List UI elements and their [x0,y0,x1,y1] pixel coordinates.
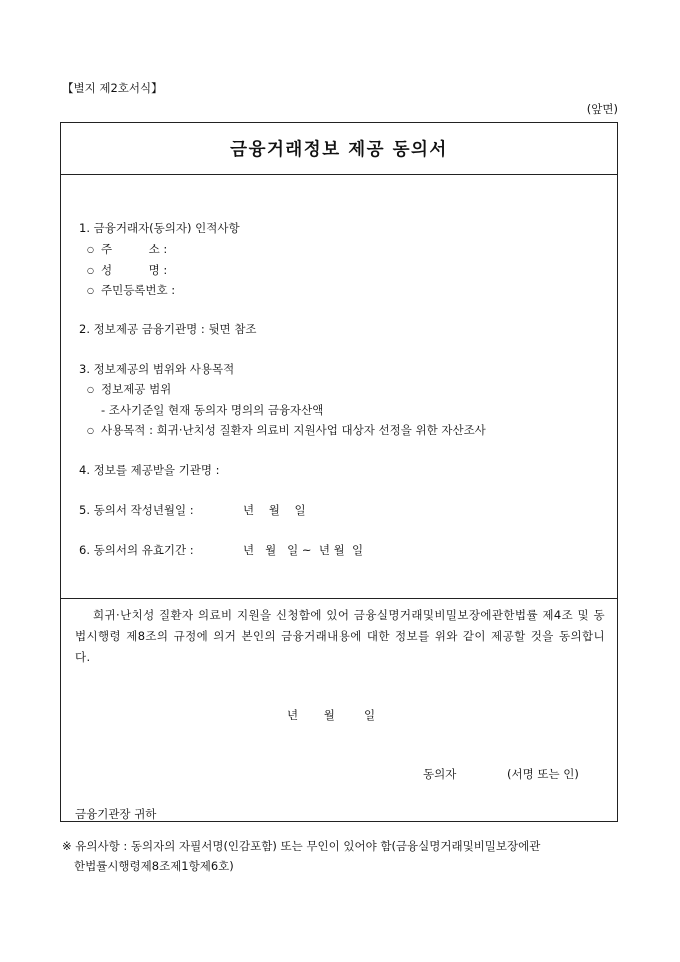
signer-label: 동의자 [423,767,457,781]
purpose-text: 사용목적 : 희귀·난치성 질환자 의료비 지원사업 대상자 선정을 위한 자산조사 [100,423,486,437]
purpose-item [87,422,486,438]
name-label: 성 명 : [100,263,168,277]
consent-form-frame [60,122,618,822]
address-field[interactable] [87,241,167,257]
resident-number-field[interactable] [87,282,175,298]
address-label: 주 소 : [100,242,168,256]
name-field[interactable] [87,262,167,278]
notice [62,836,540,876]
signature-area[interactable]: (서명 또는 인) [507,767,579,781]
written-date-field[interactable]: 년 월 일 [243,503,306,517]
section5-heading: 5. 동의서 작성년월일 : [79,503,194,517]
resident-number-label: 주민등록번호 : [100,283,176,297]
page-side-label: (앞면) [586,102,618,116]
title-row [61,123,617,175]
section1-heading: 1. 금융거래자(동의자) 인적사항 [79,221,240,235]
notice-line-2: 한법률시행령제8조제1항제6호) [74,859,234,873]
addressee-line: 금융기관장 귀하 [75,807,157,821]
section-divider [61,598,617,599]
section2-heading: 2. 정보제공 금융기관명 : 뒷면 참조 [79,322,257,336]
section6-heading: 6. 동의서의 유효기간 : [79,543,194,557]
notice-line-1: ※ 유의사항 : 동의자의 자필서명(인감포함) 또는 무인이 있어야 함(금융실명거래및비밀보장에관 [62,839,541,853]
form-number-tag: 【별지 제2호서식】 [62,81,163,95]
section3-heading: 3. 정보제공의 범위와 사용목적 [79,362,235,376]
scope-label: 정보제공 범위 [100,382,172,396]
consent-statement: 희귀·난치성 질환자 의료비 지원을 신청함에 있어 금융실명거래및비밀보장에관한법률 제4조 및 동법시행령 제8조의 규정에 의거 본인의 금융거래내용에 대한 정보를 위와 같이 제공할 것을 동의합니다. [75,608,605,664]
consent-date-field[interactable]: 년 월 일 [287,708,376,722]
section4-label: 4. 정보를 제공받을 기관명 : [79,463,220,477]
section4-heading[interactable] [79,462,220,478]
form-title: 금융거래정보 제공 동의서 [230,140,448,160]
scope-item [87,381,171,397]
validity-period-field[interactable]: 년 월 일 ~ 년 월 일 [243,543,364,557]
scope-detail: - 조사기준일 현재 동의자 명의의 금융자산액 [101,403,324,417]
